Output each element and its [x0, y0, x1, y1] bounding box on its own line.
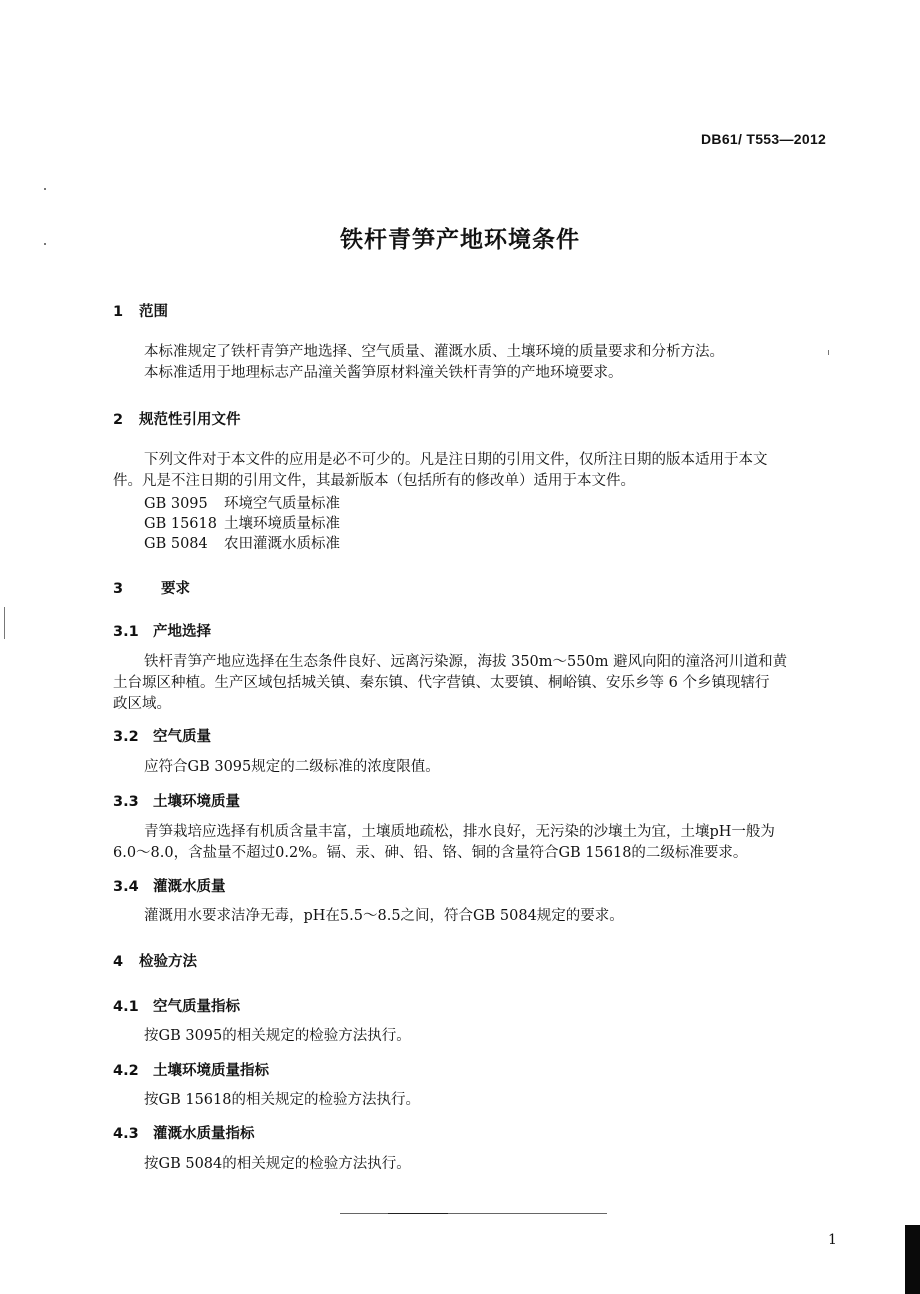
paragraph-line: 应符合GB 3095规定的二级标准的浓度限值。	[144, 759, 440, 775]
reference-item	[144, 512, 340, 533]
section-number: 2	[113, 412, 124, 428]
subsection-number: 4.3	[113, 1126, 139, 1142]
section-title: 规范性引用文件	[139, 412, 241, 428]
subsection-number: 3.4	[113, 879, 139, 895]
subsection-title: 土壤环境质量指标	[153, 1063, 269, 1079]
paragraph-line: 铁杆青笋产地应选择在生态条件良好、远离污染源，海拔 350m～550m 避风向阳的潼洛河川道和黄	[144, 654, 788, 670]
subsection-4-3-heading	[113, 1122, 255, 1143]
reference-code: GB 3095	[144, 496, 208, 512]
section-4-heading	[113, 950, 197, 971]
reference-name: 土壤环境质量标准	[224, 516, 340, 532]
reference-code: GB 5084	[144, 536, 208, 552]
section-number: 3	[113, 581, 124, 597]
reference-code: GB 15618	[144, 516, 217, 532]
paragraph-line: 件。凡是不注日期的引用文件，其最新版本（包括所有的修改单）适用于本文件。	[113, 473, 635, 489]
paragraph-line: 土台塬区种植。生产区域包括城关镇、秦东镇、代字营镇、太要镇、桐峪镇、安乐乡等 6 个乡镇现辖行	[113, 675, 770, 691]
reference-item	[144, 492, 340, 513]
section-title: 要求	[161, 581, 190, 597]
scan-speck	[44, 188, 46, 190]
section-2-heading	[113, 408, 241, 429]
section-title: 范围	[139, 304, 168, 320]
subsection-number: 4.2	[113, 1063, 139, 1079]
subsection-title: 灌溉水质量	[153, 879, 226, 895]
subsection-title: 空气质量指标	[153, 999, 240, 1015]
subsection-3-2-heading	[113, 725, 211, 746]
section-number: 1	[113, 304, 124, 320]
paragraph-line: 6.0～8.0，含盐量不超过0.2%。镉、汞、砷、铅、铬、铜的含量符合GB 15618的二级标准要求。	[113, 845, 748, 861]
paragraph-line: 按GB 5084的相关规定的检验方法执行。	[144, 1156, 411, 1172]
section-3-heading	[113, 577, 190, 598]
paragraph: 本标准适用于地理标志产品潼关酱笋原材料潼关铁杆青笋的产地环境要求。	[144, 365, 623, 381]
scan-edge-mark	[905, 1225, 920, 1294]
document-title: 铁杆青笋产地环境条件	[340, 227, 580, 253]
paragraph-line: 青笋栽培应选择有机质含量丰富，土壤质地疏松，排水良好，无污染的沙壤土为宜，土壤pH一般为	[144, 824, 775, 840]
subsection-4-2-heading	[113, 1059, 269, 1080]
reference-name: 环境空气质量标准	[224, 496, 340, 512]
reference-name: 农田灌溉水质标准	[224, 536, 340, 552]
subsection-title: 空气质量	[153, 729, 211, 745]
subsection-number: 3.2	[113, 729, 139, 745]
subsection-3-1-heading	[113, 620, 211, 641]
footer-divider-accent	[388, 1213, 448, 1214]
page-number: 1	[828, 1232, 837, 1248]
section-title: 检验方法	[139, 954, 197, 970]
paragraph-line: 政区域。	[113, 696, 171, 712]
subsection-title: 产地选择	[153, 624, 211, 640]
paragraph-line: 灌溉用水要求洁净无毒，pH在5.5～8.5之间，符合GB 5084规定的要求。	[144, 908, 624, 924]
subsection-3-4-heading	[113, 875, 226, 896]
subsection-3-3-heading	[113, 790, 240, 811]
scan-speck	[828, 350, 829, 355]
subsection-title: 灌溉水质量指标	[153, 1126, 255, 1142]
subsection-number: 3.1	[113, 624, 139, 640]
paragraph: 本标准规定了铁杆青笋产地选择、空气质量、灌溉水质、土壤环境的质量要求和分析方法。	[144, 344, 724, 360]
section-number: 4	[113, 954, 124, 970]
footer-divider	[340, 1213, 607, 1214]
paragraph-line: 下列文件对于本文件的应用是必不可少的。凡是注日期的引用文件，仅所注日期的版本适用于本文	[144, 452, 768, 468]
subsection-number: 4.1	[113, 999, 139, 1015]
scan-margin-mark	[4, 607, 5, 639]
paragraph-line: 按GB 15618的相关规定的检验方法执行。	[144, 1092, 420, 1108]
subsection-4-1-heading	[113, 995, 240, 1016]
subsection-number: 3.3	[113, 794, 139, 810]
reference-item	[144, 532, 340, 553]
paragraph-line: 按GB 3095的相关规定的检验方法执行。	[144, 1028, 411, 1044]
standard-code: DB61/ T553—2012	[701, 131, 827, 147]
subsection-title: 土壤环境质量	[153, 794, 240, 810]
scan-speck	[44, 243, 46, 245]
section-1-heading	[113, 300, 168, 321]
